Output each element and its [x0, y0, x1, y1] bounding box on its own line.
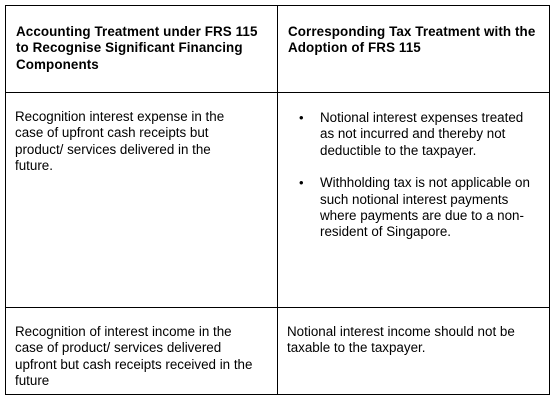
header-cell-tax — [278, 6, 550, 93]
row1-tax-point-2: Withholding tax is not applicable on such notional interest payments where payments are due to a non-resident of Singapore. — [320, 175, 530, 240]
header-accounting-treatment: Accounting Treatment under FRS 115 to Recognise Significant Financing Components — [16, 24, 258, 72]
list-item — [278, 110, 541, 159]
row2-tax-text: Notional interest income should not be taxable to the taxpayer. — [287, 324, 515, 356]
bullet-icon: • — [299, 110, 304, 125]
row2-accounting-cell — [6, 308, 278, 395]
row1-tax-point-1: Notional interest expenses treated as not incurred and thereby not deductible to the taxpayer. — [320, 110, 524, 158]
header-tax-treatment: Corresponding Tax Treatment with the Adoption of FRS 115 — [288, 24, 536, 56]
table-header-row — [6, 6, 550, 93]
bullet-icon: • — [299, 175, 304, 191]
row1-accounting-cell — [6, 93, 278, 308]
row2-tax-cell — [278, 308, 550, 395]
row1-accounting-text: Recognition interest expense in the case of upfront cash receipts but product/ services delivered in the future. — [15, 109, 225, 174]
row1-tax-bullet-list — [278, 110, 541, 241]
table-row — [6, 93, 550, 308]
list-item — [278, 175, 541, 241]
row2-accounting-text: Recognition of interest income in the case of product/ services delivered upfront but cash receipts received in the future — [15, 324, 253, 389]
table-row — [6, 308, 550, 395]
row1-tax-cell — [278, 93, 550, 308]
frs115-tax-treatment-table — [5, 5, 550, 395]
header-cell-accounting — [6, 6, 278, 93]
